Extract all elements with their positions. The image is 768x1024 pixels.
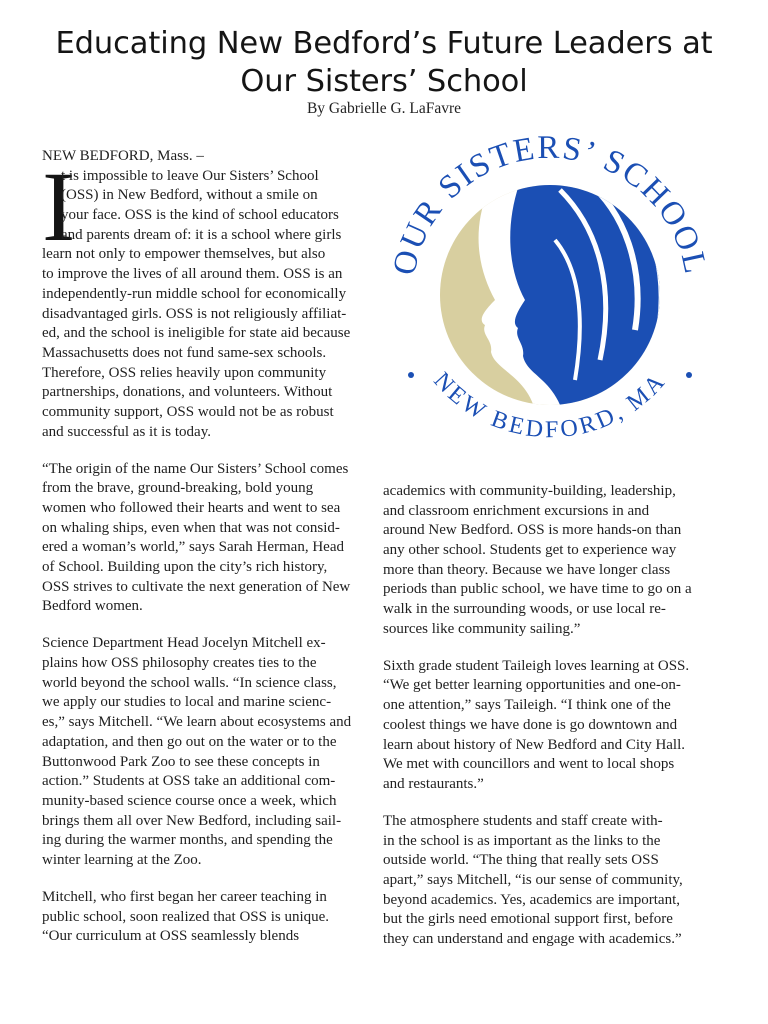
text-line: to improve the lives of all around them. OSS is an — [42, 266, 343, 283]
text-line: but the girls need emotional support first, before — [383, 911, 673, 928]
text-line: Science Department Head Jocelyn Mitchell ex- — [42, 635, 326, 652]
text-line: public school, soon realized that OSS is unique. — [42, 908, 330, 925]
paragraph-mitchell — [42, 888, 372, 947]
text-line: “Our curriculum at OSS seamlessly blends — [42, 928, 300, 945]
text-line: coolest things we have done is go downtown and — [383, 716, 678, 733]
text-line: world beyond the school walls. “In science class, — [42, 674, 337, 691]
logo-dot-left — [408, 372, 414, 378]
text-line: beyond academics. Yes, academics are important, — [383, 891, 680, 908]
logo-top-text: OUR SISTERS’ SCHOOL — [386, 129, 714, 279]
text-line: in the school is as important as the links to the — [383, 832, 661, 849]
text-line: Sixth grade student Taileigh loves learning at OSS. — [383, 657, 690, 674]
text-line: women who followed their hearts and went to sea — [42, 499, 341, 516]
text-line: action.” Students at OSS take an additional com- — [42, 773, 336, 790]
text-line: of School. Building upon the city’s rich history, — [42, 559, 328, 576]
text-line: winter learning at the Zoo. — [42, 851, 202, 868]
text-line: periods than public school, we have time to go on a — [383, 581, 692, 598]
article-title-line-2: Our Sisters’ School — [240, 64, 528, 99]
school-logo — [385, 120, 715, 460]
article-title-line-1: Educating New Bedford’s Future Leaders at — [55, 26, 713, 61]
text-line: independently-run middle school for economically — [42, 285, 347, 302]
text-line: ing during the warmer months, and spending the — [42, 832, 333, 849]
text-line: learn about history of New Bedford and City Hall. — [383, 736, 686, 753]
text-line: and classroom enrichment excursions in and — [383, 502, 650, 519]
paragraph-atmosphere — [383, 812, 718, 950]
drop-cap: I — [42, 151, 76, 262]
text-line: brings them all over New Bedford, including sail- — [42, 812, 342, 829]
dateline: NEW BEDFORD, Mass. – — [42, 148, 204, 164]
text-line: “The origin of the name Our Sisters’ School comes — [42, 460, 349, 477]
text-line: outside world. “The thing that really sets OSS — [383, 852, 659, 869]
text-line: adaptation, and then go out on the water or to the — [42, 733, 337, 750]
text-line: We met with councillors and went to local shops — [383, 756, 675, 773]
text-line: OSS strives to cultivate the next generation of New — [42, 578, 351, 595]
text-line: Mitchell, who first began her career teaching in — [42, 888, 327, 905]
text-line: The atmosphere students and staff create with- — [383, 812, 663, 829]
text-line: academics with community-building, leadership, — [383, 483, 676, 499]
logo-bottom-text: NEW BEDFORD, MA — [428, 367, 672, 444]
text-line: we apply our studies to local and marine scienc- — [42, 694, 332, 711]
text-line: from the brave, ground-breaking, bold young — [42, 480, 314, 497]
text-line: ed, and the school is ineligible for state aid because — [42, 325, 351, 342]
text-line: “We get better learning opportunities and one-on- — [383, 677, 681, 694]
text-line: partnerships, donations, and volunteers. Without — [42, 384, 333, 401]
text-line: one attention,” says Taileigh. “I think one of the — [383, 697, 671, 714]
paragraph-curriculum — [383, 482, 718, 640]
text-line: more than theory. Because we have longer class — [383, 561, 671, 578]
text-line: community support, OSS would not be as robust — [42, 403, 334, 420]
paragraph-origin — [42, 460, 372, 618]
text-line: munity-based science course once a week, which — [42, 792, 337, 809]
right-column — [383, 482, 718, 950]
text-line: walk in the surrounding woods, or use local re- — [383, 601, 666, 618]
text-line: Therefore, OSS relies heavily upon community — [42, 364, 327, 381]
text-line: around New Bedford. OSS is more hands-on than — [383, 522, 682, 539]
text-line: Massachusetts does not fund same-sex schools. — [42, 344, 327, 361]
left-column — [42, 147, 372, 947]
text-line: (OSS) in New Bedford, without a smile on — [61, 187, 318, 204]
text-line: and restaurants.” — [383, 775, 484, 792]
text-line: your face. OSS is the kind of school educators — [61, 207, 339, 224]
logo-dot-right — [686, 372, 692, 378]
text-line: learn not only to empower themselves, but also — [42, 246, 326, 263]
text-line: and successful as it is today. — [42, 423, 211, 440]
text-line: on whaling ships, even when that was not consid- — [42, 519, 340, 536]
text-line: any other school. Students get to experience way — [383, 542, 677, 559]
text-line: Bedford women. — [42, 598, 143, 615]
text-line: they can understand and engage with academics.” — [383, 931, 682, 948]
text-line: ered a woman’s world,” says Sarah Herman, Head — [42, 539, 344, 556]
text-line: Buttonwood Park Zoo to see these concepts in — [42, 753, 320, 770]
text-line: disadvantaged girls. OSS is not religiously affiliat- — [42, 305, 347, 322]
text-line: and parents dream of: it is a school where girls — [61, 226, 342, 243]
paragraph-science — [42, 634, 372, 870]
byline: By Gabrielle G. LaFavre — [306, 100, 462, 117]
text-line: plains how OSS philosophy creates ties to the — [42, 655, 317, 672]
paragraph-intro — [42, 147, 372, 442]
text-line: t is impossible to leave Our Sisters’ School — [61, 167, 319, 184]
paragraph-taileigh — [383, 657, 718, 795]
text-line: es,” says Mitchell. “We learn about ecosystems and — [42, 714, 352, 731]
text-line: sources like community sailing.” — [383, 620, 581, 637]
text-line: apart,” says Mitchell, “is our sense of community, — [383, 871, 683, 888]
